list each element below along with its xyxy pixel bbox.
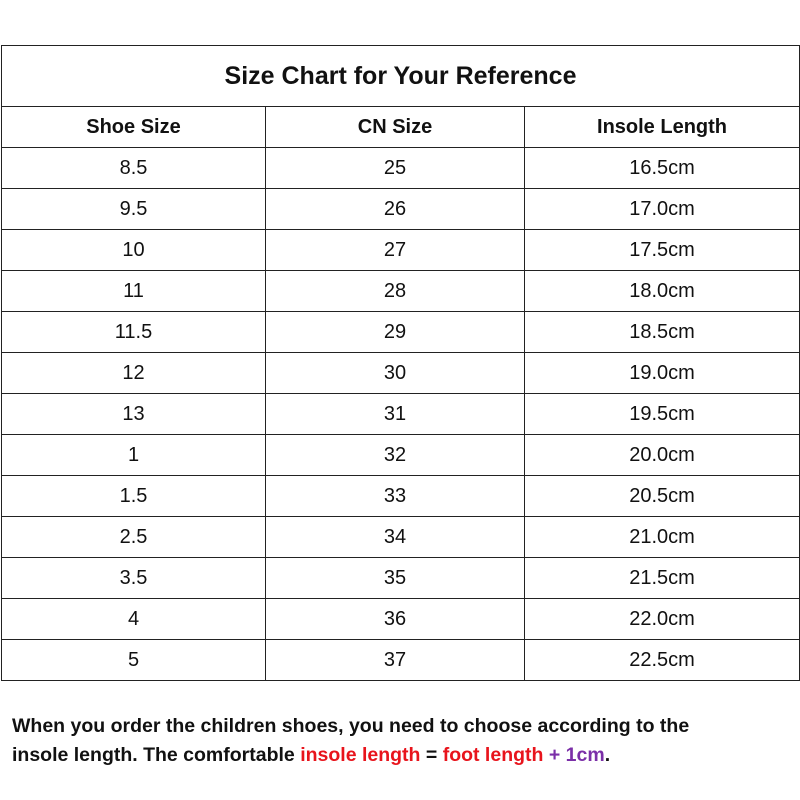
plus-sign: + (543, 744, 566, 766)
cn-size-cell: 32 (266, 435, 525, 476)
cn-size-cell: 30 (266, 353, 525, 394)
table-row (2, 640, 800, 681)
shoe-size-cell: 1.5 (2, 476, 266, 517)
shoe-size-cell: 5 (2, 640, 266, 681)
shoe-size-cell: 1 (2, 435, 266, 476)
size-chart-table (1, 45, 800, 681)
shoe-size-cell: 12 (2, 353, 266, 394)
insole-length-cell: 17.0cm (525, 189, 800, 230)
shoe-size-cell: 10 (2, 230, 266, 271)
insole-length-cell: 20.5cm (525, 476, 800, 517)
shoe-size-cell: 4 (2, 599, 266, 640)
cn-size-cell: 36 (266, 599, 525, 640)
table-row (2, 271, 800, 312)
shoe-size-cell: 9.5 (2, 189, 266, 230)
cn-size-cell: 31 (266, 394, 525, 435)
table-row (2, 558, 800, 599)
insole-length-cell: 21.5cm (525, 558, 800, 599)
insole-length-cell: 22.0cm (525, 599, 800, 640)
sizing-note (12, 712, 798, 770)
insole-length-cell: 19.5cm (525, 394, 800, 435)
insole-length-cell: 18.5cm (525, 312, 800, 353)
shoe-size-cell: 3.5 (2, 558, 266, 599)
insole-length-cell: 18.0cm (525, 271, 800, 312)
cn-size-cell: 25 (266, 148, 525, 189)
note-line-2-prefix: insole length. The comfortable (12, 744, 301, 766)
table-row (2, 599, 800, 640)
cn-size-cell: 27 (266, 230, 525, 271)
insole-length-cell: 16.5cm (525, 148, 800, 189)
column-header-insole-length: Insole Length (525, 107, 800, 148)
insole-length-cell: 21.0cm (525, 517, 800, 558)
shoe-size-cell: 11 (2, 271, 266, 312)
shoe-size-cell: 13 (2, 394, 266, 435)
cn-size-cell: 26 (266, 189, 525, 230)
table-row (2, 476, 800, 517)
table-row (2, 312, 800, 353)
equals-sign: = (420, 744, 443, 766)
cn-size-cell: 34 (266, 517, 525, 558)
table-row (2, 517, 800, 558)
insole-length-highlight: insole length (300, 744, 421, 766)
table-row (2, 353, 800, 394)
insole-length-cell: 20.0cm (525, 435, 800, 476)
insole-length-cell: 17.5cm (525, 230, 800, 271)
chart-title: Size Chart for Your Reference (2, 46, 800, 107)
note-line-1: When you order the children shoes, you need to choose according to the (12, 715, 690, 737)
table-row (2, 394, 800, 435)
cn-size-cell: 33 (266, 476, 525, 517)
table-row (2, 189, 800, 230)
table-row (2, 230, 800, 271)
insole-length-cell: 19.0cm (525, 353, 800, 394)
column-header-cn-size: CN Size (266, 107, 525, 148)
one-cm-highlight: 1cm (565, 744, 605, 766)
insole-length-cell: 22.5cm (525, 640, 800, 681)
cn-size-cell: 28 (266, 271, 525, 312)
note-line-2 (12, 741, 798, 770)
shoe-size-cell: 11.5 (2, 312, 266, 353)
cn-size-cell: 37 (266, 640, 525, 681)
table-row (2, 435, 800, 476)
table-row (2, 148, 800, 189)
header-row (2, 107, 800, 148)
shoe-size-cell: 8.5 (2, 148, 266, 189)
shoe-size-cell: 2.5 (2, 517, 266, 558)
note-period: . (604, 744, 611, 766)
column-header-shoe-size: Shoe Size (2, 107, 266, 148)
foot-length-highlight: foot length (442, 744, 544, 766)
cn-size-cell: 29 (266, 312, 525, 353)
cn-size-cell: 35 (266, 558, 525, 599)
